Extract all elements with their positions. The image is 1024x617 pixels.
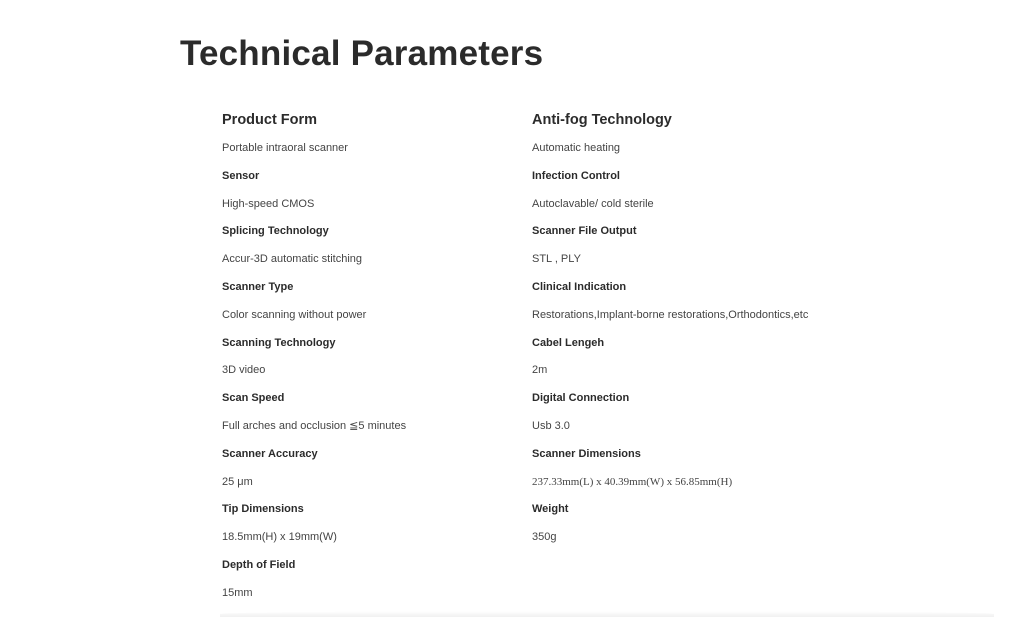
param-label-clinical-indication: Clinical Indication: [532, 280, 627, 293]
param-label-digital-connection: Digital Connection: [532, 392, 630, 405]
param-value-cabel-lengeh: 2m: [532, 364, 548, 377]
param-label-infection-control: Infection Control: [532, 169, 620, 182]
param-label-sensor: Sensor: [222, 169, 260, 182]
param-value-scan-speed: Full arches and occlusion ≦5 minutes: [222, 419, 407, 432]
param-value-weight: 350g: [532, 531, 557, 544]
right-parameters-column: [532, 108, 992, 552]
param-label-scanner-accuracy: Scanner Accuracy: [222, 447, 318, 460]
bottom-shadow-divider: [220, 611, 994, 617]
param-label-scanner-dimensions: Scanner Dimensions: [532, 447, 641, 460]
param-value-splicing-technology: Accur-3D automatic stitching: [222, 253, 362, 266]
param-value-depth-of-field: 15mm: [222, 586, 253, 599]
param-value-scanning-technology: 3D video: [222, 364, 266, 377]
param-value-infection-control: Autoclavable/ cold sterile: [532, 197, 654, 210]
left-parameters-column: [222, 108, 522, 608]
param-label-splicing-technology: Splicing Technology: [222, 225, 329, 238]
param-label-cabel-lengeh: Cabel Lengeh: [532, 336, 605, 349]
section-heading-anti-fog-technology: Anti-fog Technology: [532, 112, 672, 128]
param-value-scanner-dimensions: 237.33mm(L) x 40.39mm(W) x 56.85mm(H): [532, 475, 733, 488]
param-label-scan-speed: Scan Speed: [222, 392, 285, 405]
anti-fog-technology-value: Automatic heating: [532, 142, 621, 154]
param-label-scanning-technology: Scanning Technology: [222, 336, 336, 349]
param-label-tip-dimensions: Tip Dimensions: [222, 503, 304, 516]
param-label-depth-of-field: Depth of Field: [222, 558, 296, 571]
param-value-scanner-type: Color scanning without power: [222, 308, 367, 321]
param-label-scanner-file-output: Scanner File Output: [532, 225, 637, 238]
section-heading-product-form: Product Form: [222, 112, 318, 128]
param-value-sensor: High-speed CMOS: [222, 197, 315, 210]
param-value-clinical-indication: Restorations,Implant-borne restorations,Orthodontics,etc: [532, 308, 809, 321]
param-label-weight: Weight: [532, 503, 569, 516]
param-label-scanner-type: Scanner Type: [222, 280, 294, 293]
param-value-tip-dimensions: 18.5mm(H) x 19mm(W): [222, 531, 337, 544]
param-value-scanner-file-output: STL , PLY: [532, 253, 581, 266]
param-value-scanner-accuracy: 25 μm: [222, 475, 253, 488]
product-form-value: Portable intraoral scanner: [222, 142, 348, 154]
page-title: Technical Parameters: [180, 34, 544, 73]
param-value-digital-connection: Usb 3.0: [532, 419, 570, 432]
